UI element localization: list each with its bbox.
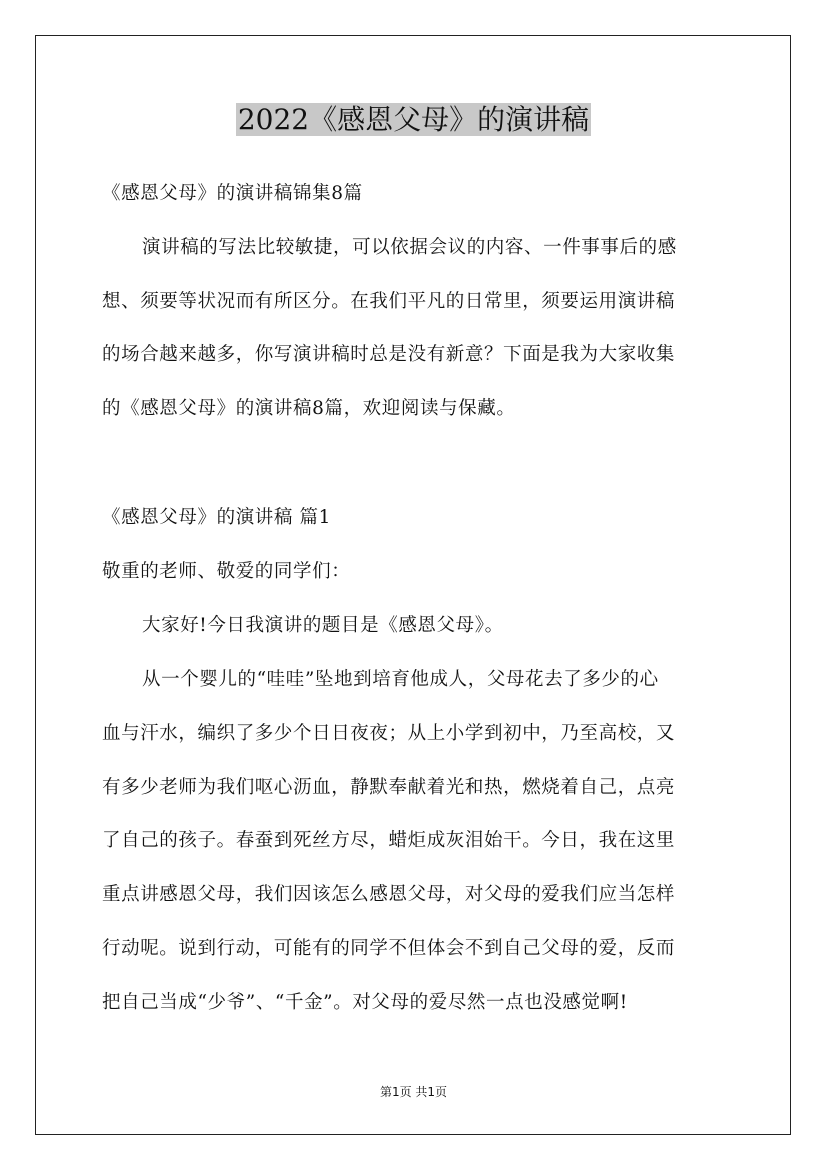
body-line: 从一个婴儿的“哇哇”坠地到培育他成人，父母花去了多少的心 xyxy=(142,669,659,690)
salutation: 敬重的老师、敬爱的同学们： xyxy=(102,561,351,582)
intro-line: 的《感恩父母》的演讲稿8篇，欢迎阅读与保藏。 xyxy=(102,398,516,419)
intro-line: 演讲稿的写法比较敏捷，可以依据会议的内容、一件事事后的感 xyxy=(142,237,677,258)
body-line: 了自己的孩子。春蚕到死丝方尽，蜡炬成灰泪始干。今日，我在这里 xyxy=(102,830,676,851)
document-title-text: 2022《感恩父母》的演讲稿 xyxy=(237,103,590,136)
subtitle: 《感恩父母》的演讲稿锦集8篇 xyxy=(102,183,363,204)
document-title xyxy=(0,100,827,140)
section-heading: 《感恩父母》的演讲稿 篇1 xyxy=(102,507,331,528)
page-footer: 第1页 共1页 xyxy=(379,1085,448,1099)
body-line: 血与汗水，编织了多少个日日夜夜；从上小学到初中，乃至高校，又 xyxy=(102,723,676,744)
body-line: 重点讲感恩父母，我们因该怎么感恩父母，对父母的爱我们应当怎样 xyxy=(102,884,676,905)
intro-line: 想、须要等状况而有所区分。在我们平凡的日常里，须要运用演讲稿 xyxy=(102,291,676,312)
body-line: 把自己当成“少爷”、“千金”。对父母的爱尽然一点也没感觉啊! xyxy=(102,992,628,1013)
greeting: 大家好!今日我演讲的题目是《感恩父母》。 xyxy=(142,615,504,636)
body-line: 有多少老师为我们呕心沥血，静默奉献着光和热，燃烧着自己，点亮 xyxy=(102,777,676,798)
intro-line: 的场合越来越多，你写演讲稿时总是没有新意？下面是我为大家收集 xyxy=(102,344,676,365)
body-line: 行动呢。说到行动，可能有的同学不但体会不到自己父母的爱，反而 xyxy=(102,938,676,959)
